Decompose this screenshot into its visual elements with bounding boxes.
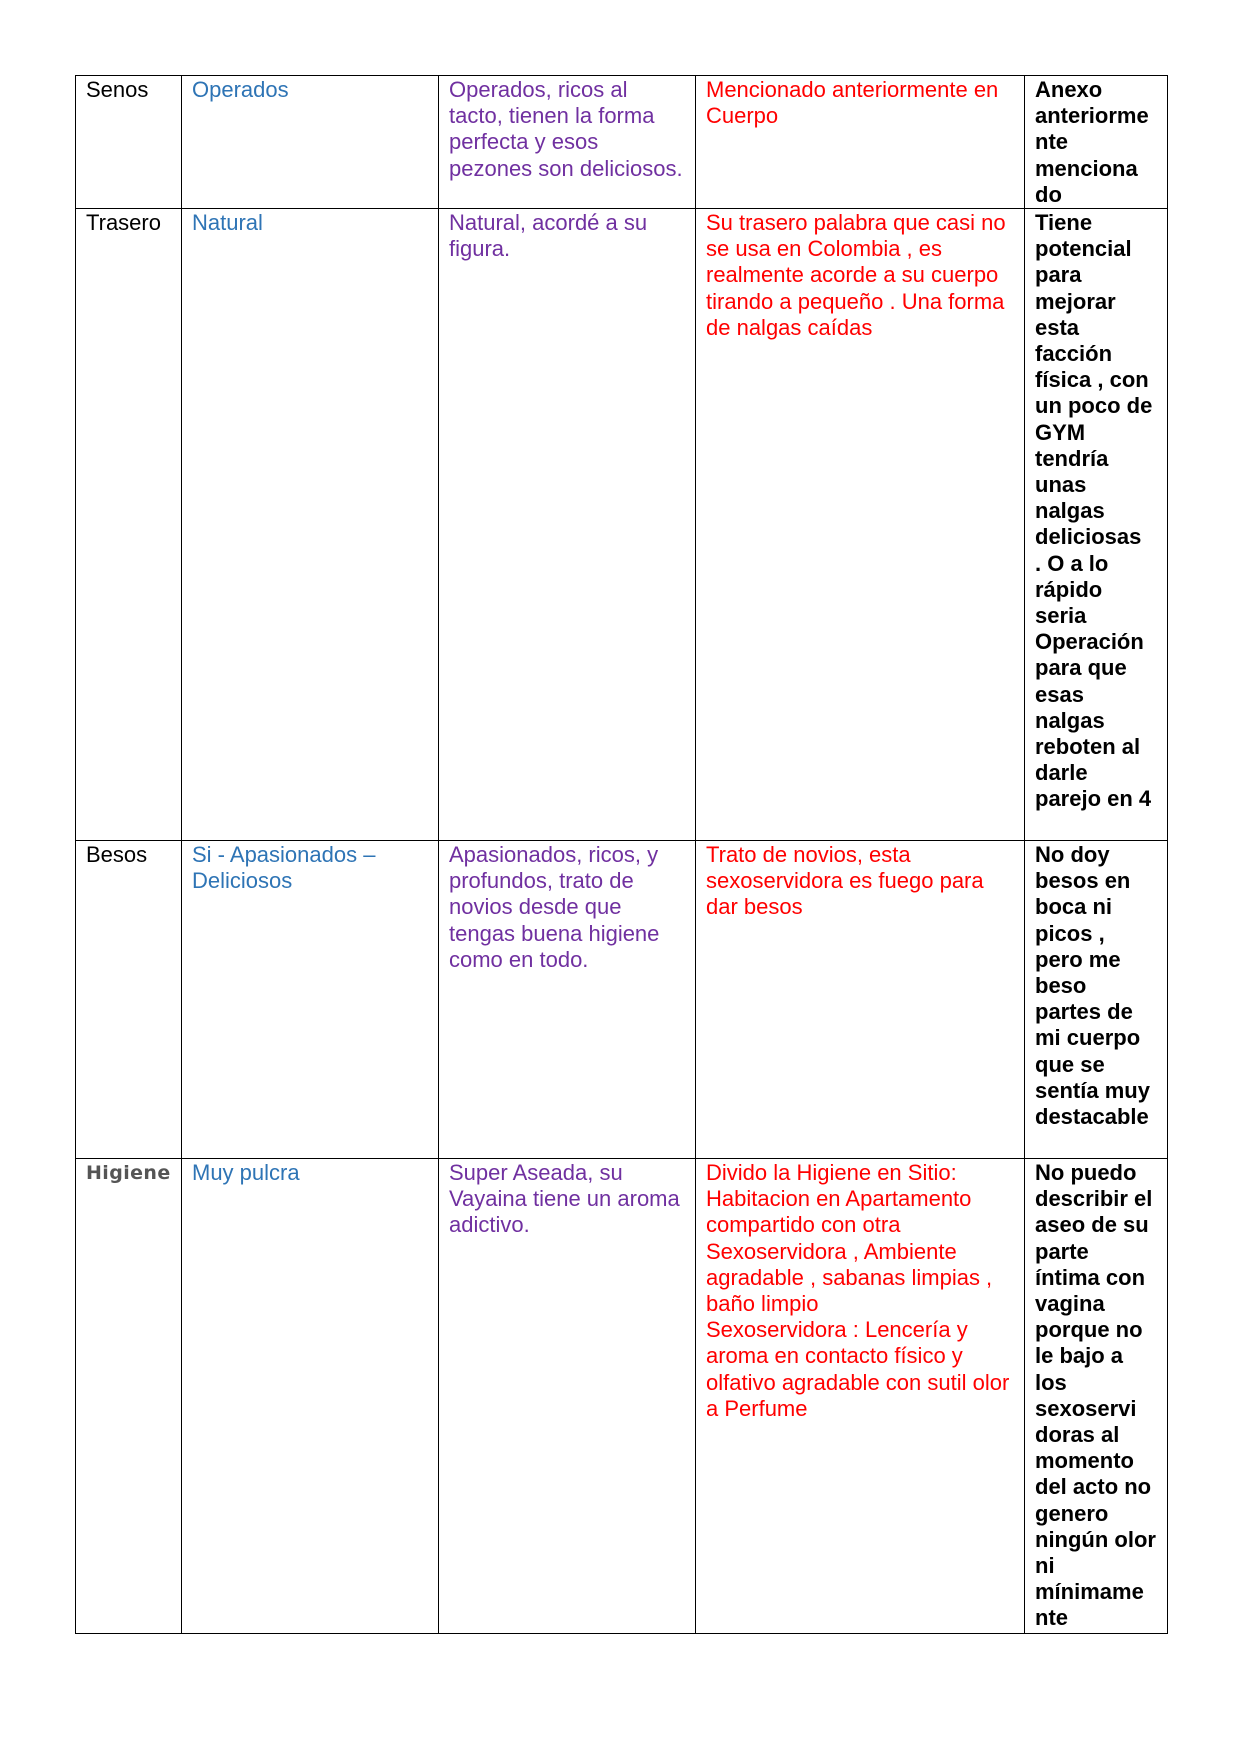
review-cell: Mencionado anteriormente en Cuerpo bbox=[696, 76, 1025, 209]
table-row bbox=[76, 841, 1168, 1159]
note-cell: Anexo anteriorme nte menciona do bbox=[1025, 76, 1168, 209]
category-cell: Trasero bbox=[76, 209, 182, 841]
review-cell: Su trasero palabra que casi no se usa en Colombia , es realmente acorde a su cuerpo tirando a pequeño . Una forma de nalgas caídas bbox=[696, 209, 1025, 841]
note-cell: Tiene potencial para mejorar esta facción física , con un poco de GYM tendría unas nalgas deliciosas . O a lo rápido seria Operación para que esas nalgas reboten al darle parejo en 4 bbox=[1025, 209, 1168, 841]
category-cell: Senos bbox=[76, 76, 182, 209]
table-row bbox=[76, 76, 1168, 209]
review-table bbox=[75, 75, 1168, 1634]
value-cell: Muy pulcra bbox=[182, 1159, 439, 1634]
value-cell: Operados bbox=[182, 76, 439, 209]
description-cell: Operados, ricos al tacto, tienen la forma perfecta y esos pezones son deliciosos. bbox=[439, 76, 696, 209]
value-cell: Natural bbox=[182, 209, 439, 841]
description-cell: Super Aseada, su Vayaina tiene un aroma adictivo. bbox=[439, 1159, 696, 1634]
table-row bbox=[76, 209, 1168, 841]
description-cell: Natural, acordé a su figura. bbox=[439, 209, 696, 841]
review-cell: Trato de novios, esta sexoservidora es fuego para dar besos bbox=[696, 841, 1025, 1159]
review-cell: Divido la Higiene en Sitio: Habitacion en Apartamento compartido con otra Sexoservidora , Ambiente agradable , sabanas limpias , baño limpio Sexoservidora : Lencería y aroma en contacto físico y olfativo agradable con sutil olor a Perfume bbox=[696, 1159, 1025, 1634]
table-row bbox=[76, 1159, 1168, 1634]
note-cell: No doy besos en boca ni picos , pero me beso partes de mi cuerpo que se sentía muy destacable bbox=[1025, 841, 1168, 1159]
category-cell: Besos bbox=[76, 841, 182, 1159]
value-cell: Si - Apasionados – Deliciosos bbox=[182, 841, 439, 1159]
note-cell: No puedo describir el aseo de su parte íntima con vagina porque no le bajo a los sexoservi doras al momento del acto no genero ningún olor ni mínimame nte bbox=[1025, 1159, 1168, 1634]
category-cell: Higiene bbox=[76, 1159, 182, 1634]
description-cell: Apasionados, ricos, y profundos, trato de novios desde que tengas buena higiene como en todo. bbox=[439, 841, 696, 1159]
